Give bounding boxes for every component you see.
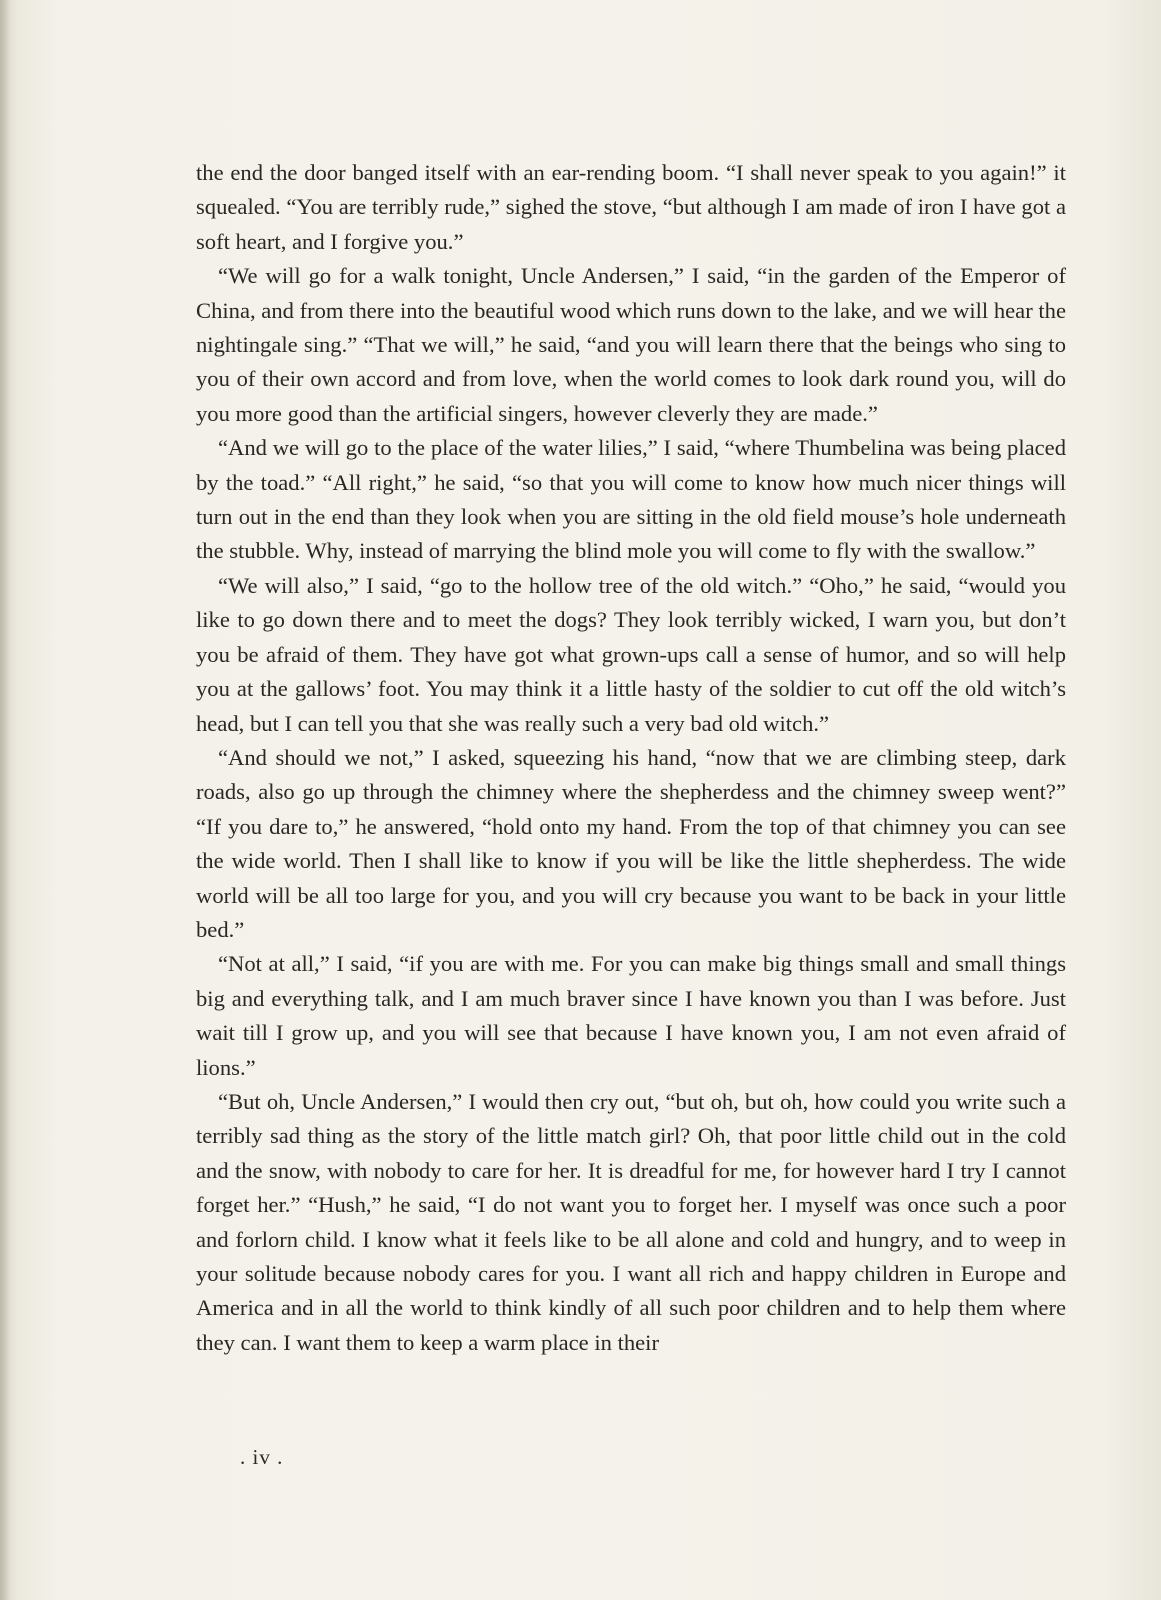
spine-shadow [0,0,10,1600]
paragraph-7: “But oh, Uncle Andersen,” I would then cry out, “but oh, but oh, how could you write such a terribly sad thing as the story of the little match girl? Oh, that poor little child out in the cold and the snow, with nobody to care for her. It is dreadful for me, for however hard I try I cannot forget her.” “Hush,” he said, “I do not want you to forget her. I myself was once such a poor and forlorn child. I know what it feels like to be all alone and cold and hungry, and to weep in your solitude because nobody cares for you. I want all rich and happy children in Europe and America and in all the world to think kindly of all such poor children and to help them where they can. I want them to keep a warm place in their [196,1088,1066,1355]
paragraph-1: the end the door banged itself with an ear-rending boom. “I shall never speak to you again!” it squealed. “You are terribly rude,” sighed the stove, “but although I am made of iron I have got a soft heart, and I forgive you.” [196,160,1066,254]
paragraph-2: “We will go for a walk tonight, Uncle Andersen,” I said, “in the garden of the Emperor of China, and from there into the beautiful wood which runs down to the lake, and we will hear the nightingale sing.” “That we will,” he said, “and you will learn there that the beings who sing to you of their own accord and from love, when the world comes to look dark round you, will do you more good than the artificial singers, however cleverly they are made.” [196,263,1066,426]
paragraph-4: “We will also,” I said, “go to the hollow tree of the old witch.” “Oho,” he said, “would you like to go down there and to meet the dogs? They look terribly wicked, I warn you, but don’t you be afraid of them. They have got what grown-ups call a sense of humor, and so will help you at the gallows’ foot. You may think it a little hasty of the soldier to cut off the old witch’s head, but I can tell you that she was really such a very bad old witch.” [196,572,1066,736]
paragraph-5: “And should we not,” I asked, squeezing his hand, “now that we are climbing steep, dark roads, also go up through the chimney where the shepherdess and the chimney sweep went?” “If you dare to,” he answered, “hold onto my hand. From the top of that chimney you can see the wide world. Then I shall like to know if you will be like the little shepherdess. The wide world will be all too large for you, and you will cry because you want to be back in your little bed.” [196,744,1066,942]
paragraph-6: “Not at all,” I said, “if you are with me. For you can make big things small and small things big and everything talk, and I am much braver since I have known you than I was before. Just wait till I grow up, and you will see that because I have known you, I am not even afraid of lions.” [196,951,1066,1080]
body-text [196,156,1066,1360]
page-number: . iv . [240,1445,284,1469]
paragraph-3: “And we will go to the place of the water lilies,” I said, “where Thumbelina was being placed by the toad.” “All right,” he said, “so that you will come to know how much nicer things will turn out in the end than they look when you are sitting in the old field mouse’s hole underneath the stubble. Why, instead of marrying the blind mole you will come to fly with the swallow.” [196,435,1066,564]
